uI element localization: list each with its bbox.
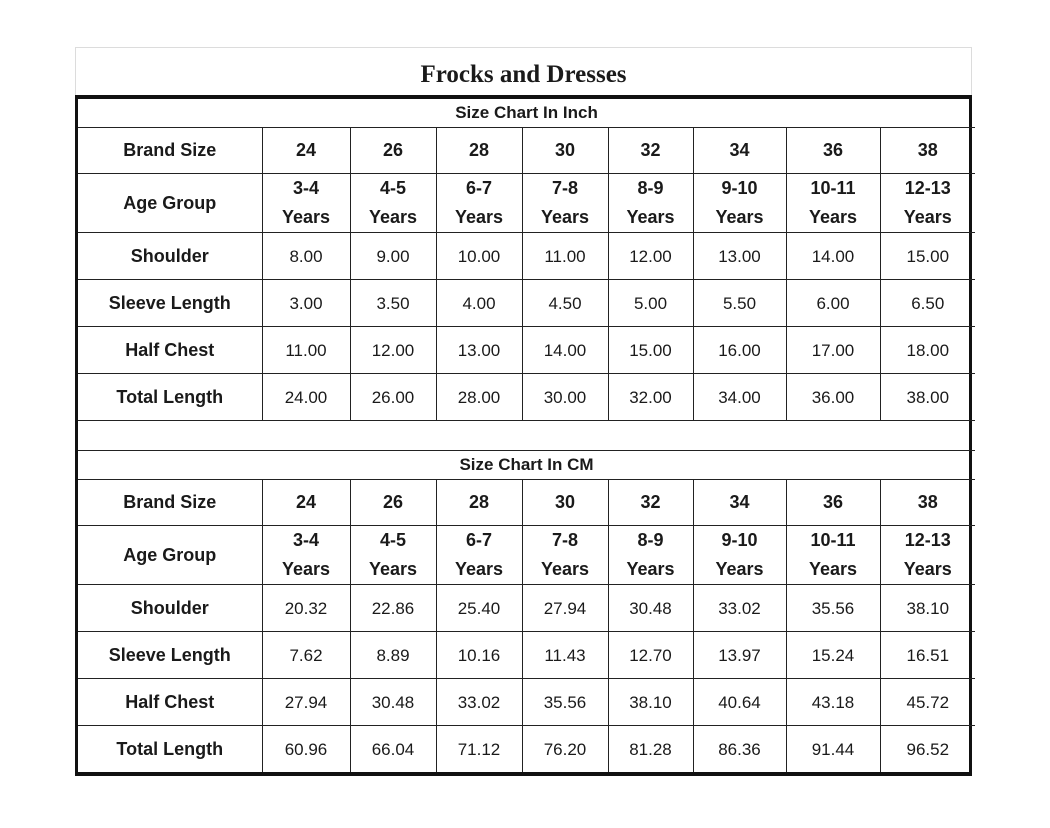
row-label: Shoulder <box>78 233 262 280</box>
brand-size-cell: 24 <box>262 480 350 526</box>
measurement-cell: 71.12 <box>436 726 522 773</box>
measurement-row <box>78 374 975 421</box>
age-range: 6-7 <box>465 178 492 198</box>
age-unit: Years <box>368 207 418 227</box>
measurement-cell: 40.64 <box>693 679 786 726</box>
brand-size-cell: 34 <box>693 480 786 526</box>
brand-size-cell: 36 <box>786 128 880 174</box>
measurement-cell: 27.94 <box>522 585 608 632</box>
brand-size-cell: 26 <box>350 480 436 526</box>
row-label: Brand Size <box>78 128 262 174</box>
row-label: Half Chest <box>78 327 262 374</box>
measurement-cell: 18.00 <box>880 327 975 374</box>
age-group-cell <box>786 526 880 585</box>
measurement-cell: 25.40 <box>436 585 522 632</box>
row-label: Brand Size <box>78 480 262 526</box>
row-label: Age Group <box>78 174 262 233</box>
measurement-cell: 38.10 <box>880 585 975 632</box>
age-unit: Years <box>540 559 590 579</box>
age-group-cell <box>608 526 693 585</box>
measurement-cell: 33.02 <box>693 585 786 632</box>
measurement-cell: 17.00 <box>786 327 880 374</box>
age-group-row <box>78 526 975 585</box>
measurement-cell: 22.86 <box>350 585 436 632</box>
age-unit: Years <box>368 559 418 579</box>
age-unit: Years <box>808 559 858 579</box>
measurement-cell: 13.00 <box>436 327 522 374</box>
measurement-cell: 36.00 <box>786 374 880 421</box>
brand-size-cell: 38 <box>880 128 975 174</box>
age-unit: Years <box>281 559 331 579</box>
age-group-cell <box>262 526 350 585</box>
measurement-cell: 91.44 <box>786 726 880 773</box>
age-range: 9-10 <box>721 530 758 550</box>
brand-size-cell: 38 <box>880 480 975 526</box>
row-label: Sleeve Length <box>78 632 262 679</box>
measurement-cell: 11.00 <box>262 327 350 374</box>
age-group-cell <box>786 174 880 233</box>
age-unit: Years <box>808 207 858 227</box>
measurement-cell: 20.32 <box>262 585 350 632</box>
measurement-cell: 34.00 <box>693 374 786 421</box>
measurement-cell: 6.50 <box>880 280 975 327</box>
age-group-cell <box>693 526 786 585</box>
age-range: 3-4 <box>292 530 319 550</box>
age-range: 6-7 <box>465 530 492 550</box>
measurement-cell: 96.52 <box>880 726 975 773</box>
measurement-cell: 30.00 <box>522 374 608 421</box>
measurement-cell: 15.24 <box>786 632 880 679</box>
measurement-cell: 7.62 <box>262 632 350 679</box>
age-range: 8-9 <box>637 530 664 550</box>
measurement-cell: 4.50 <box>522 280 608 327</box>
age-range: 10-11 <box>810 530 856 550</box>
age-unit: Years <box>903 559 952 579</box>
measurement-cell: 16.51 <box>880 632 975 679</box>
measurement-cell: 30.48 <box>608 585 693 632</box>
brand-size-row <box>78 128 975 174</box>
age-range: 7-8 <box>551 178 578 198</box>
brand-size-cell: 32 <box>608 480 693 526</box>
document-title: Frocks and Dresses <box>420 60 627 88</box>
measurement-row <box>78 585 975 632</box>
age-unit: Years <box>540 207 590 227</box>
measurement-cell: 13.97 <box>693 632 786 679</box>
measurement-cell: 11.43 <box>522 632 608 679</box>
age-group-cell <box>880 174 975 233</box>
measurement-cell: 6.00 <box>786 280 880 327</box>
brand-size-cell: 24 <box>262 128 350 174</box>
measurement-cell: 76.20 <box>522 726 608 773</box>
age-group-cell <box>880 526 975 585</box>
measurement-row <box>78 327 975 374</box>
brand-size-cell: 36 <box>786 480 880 526</box>
spacer-row <box>78 421 975 451</box>
measurement-cell: 45.72 <box>880 679 975 726</box>
measurement-cell: 11.00 <box>522 233 608 280</box>
age-range: 7-8 <box>551 530 578 550</box>
brand-size-cell: 32 <box>608 128 693 174</box>
title-bar <box>75 47 972 95</box>
age-unit: Years <box>454 559 504 579</box>
row-label: Total Length <box>78 374 262 421</box>
size-chart-document <box>75 47 972 776</box>
age-unit: Years <box>626 559 675 579</box>
age-range: 12-13 <box>904 178 951 198</box>
measurement-cell: 3.00 <box>262 280 350 327</box>
measurement-cell: 38.00 <box>880 374 975 421</box>
brand-size-cell: 30 <box>522 480 608 526</box>
measurement-cell: 27.94 <box>262 679 350 726</box>
row-label: Half Chest <box>78 679 262 726</box>
measurement-cell: 26.00 <box>350 374 436 421</box>
age-group-cell <box>693 174 786 233</box>
measurement-cell: 66.04 <box>350 726 436 773</box>
measurement-cell: 16.00 <box>693 327 786 374</box>
age-range: 4-5 <box>379 178 406 198</box>
age-group-cell <box>350 526 436 585</box>
age-unit: Years <box>454 207 504 227</box>
cm_chart-heading-row <box>78 451 975 480</box>
measurement-cell: 60.96 <box>262 726 350 773</box>
measurement-cell: 35.56 <box>786 585 880 632</box>
measurement-cell: 3.50 <box>350 280 436 327</box>
measurement-cell: 12.00 <box>350 327 436 374</box>
section-heading: Size Chart In Inch <box>78 99 975 128</box>
measurement-cell: 12.70 <box>608 632 693 679</box>
brand-size-cell: 34 <box>693 128 786 174</box>
age-group-cell <box>262 174 350 233</box>
measurement-cell: 5.50 <box>693 280 786 327</box>
row-label: Shoulder <box>78 585 262 632</box>
measurement-cell: 30.48 <box>350 679 436 726</box>
measurement-cell: 32.00 <box>608 374 693 421</box>
measurement-cell: 38.10 <box>608 679 693 726</box>
size-chart-frame <box>75 95 972 776</box>
measurement-cell: 9.00 <box>350 233 436 280</box>
brand-size-cell: 30 <box>522 128 608 174</box>
brand-size-cell: 28 <box>436 480 522 526</box>
measurement-cell: 81.28 <box>608 726 693 773</box>
brand-size-cell: 28 <box>436 128 522 174</box>
measurement-row <box>78 280 975 327</box>
inch_chart-heading-row <box>78 99 975 128</box>
age-unit: Years <box>715 559 764 579</box>
age-range: 3-4 <box>292 178 319 198</box>
age-unit: Years <box>903 207 952 227</box>
measurement-cell: 8.00 <box>262 233 350 280</box>
measurement-cell: 86.36 <box>693 726 786 773</box>
age-range: 4-5 <box>379 530 406 550</box>
measurement-cell: 10.00 <box>436 233 522 280</box>
section-heading: Size Chart In CM <box>78 451 975 480</box>
measurement-cell: 35.56 <box>522 679 608 726</box>
measurement-row <box>78 726 975 773</box>
age-range: 9-10 <box>721 178 758 198</box>
measurement-cell: 13.00 <box>693 233 786 280</box>
measurement-cell: 15.00 <box>880 233 975 280</box>
measurement-cell: 14.00 <box>786 233 880 280</box>
measurement-cell: 5.00 <box>608 280 693 327</box>
row-label: Sleeve Length <box>78 280 262 327</box>
age-range: 12-13 <box>904 530 951 550</box>
measurement-cell: 43.18 <box>786 679 880 726</box>
age-group-cell <box>436 174 522 233</box>
measurement-row <box>78 679 975 726</box>
age-group-cell <box>522 174 608 233</box>
measurement-cell: 33.02 <box>436 679 522 726</box>
measurement-cell: 8.89 <box>350 632 436 679</box>
age-group-row <box>78 174 975 233</box>
measurement-cell: 4.00 <box>436 280 522 327</box>
spacer-cell <box>78 421 975 451</box>
measurement-cell: 10.16 <box>436 632 522 679</box>
measurement-cell: 14.00 <box>522 327 608 374</box>
age-unit: Years <box>715 207 764 227</box>
brand-size-row <box>78 480 975 526</box>
measurement-row <box>78 233 975 280</box>
measurement-cell: 28.00 <box>436 374 522 421</box>
row-label: Total Length <box>78 726 262 773</box>
size-chart-table <box>78 99 975 772</box>
measurement-row <box>78 632 975 679</box>
age-unit: Years <box>626 207 675 227</box>
age-group-cell <box>436 526 522 585</box>
measurement-cell: 12.00 <box>608 233 693 280</box>
measurement-cell: 24.00 <box>262 374 350 421</box>
row-label: Age Group <box>78 526 262 585</box>
age-range: 10-11 <box>810 178 856 198</box>
age-group-cell <box>350 174 436 233</box>
age-group-cell <box>608 174 693 233</box>
measurement-cell: 15.00 <box>608 327 693 374</box>
age-range: 8-9 <box>637 178 664 198</box>
brand-size-cell: 26 <box>350 128 436 174</box>
age-group-cell <box>522 526 608 585</box>
age-unit: Years <box>281 207 331 227</box>
